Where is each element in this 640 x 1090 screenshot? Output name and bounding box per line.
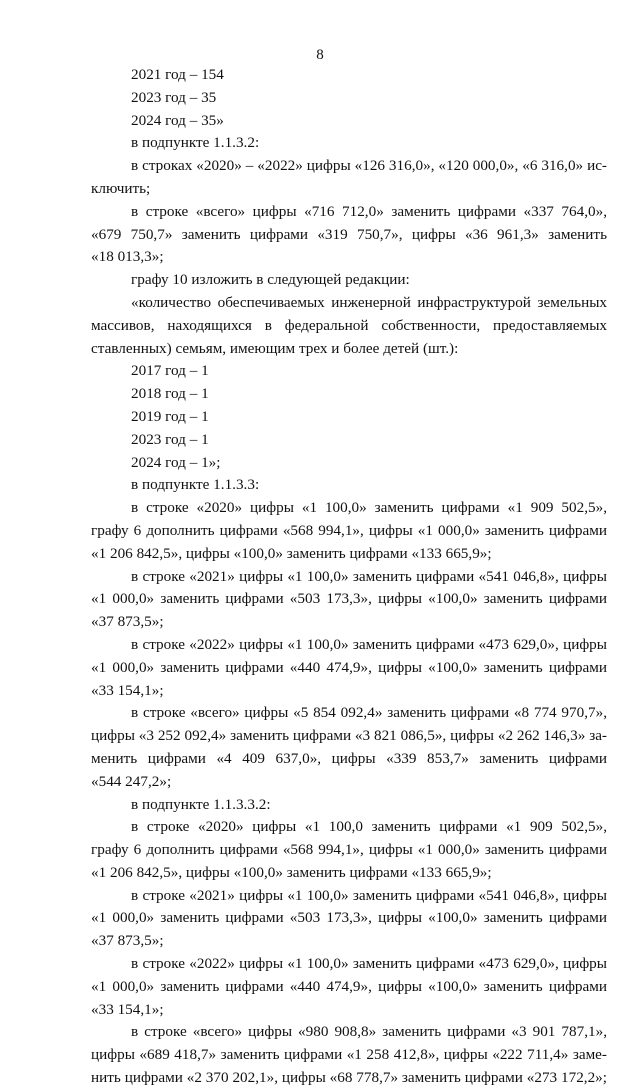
text-line: в строке «2020» цифры «1 100,0 заменить цифрами «1 909 502,5», — [131, 818, 607, 836]
text-line: в строке «всего» цифры «716 712,0» заменить цифрами «337 764,0», — [131, 202, 607, 220]
text-line: цифры «3 252 092,4» заменить цифрами «3 821 086,5», цифры «2 262 146,3» за- — [91, 727, 607, 745]
text-line: 2021 год – 154 — [131, 66, 224, 83]
text-line: в строке «2022» цифры «1 100,0» заменить цифрами «473 629,0», цифры — [131, 955, 607, 973]
text-line: в строке «всего» цифры «5 854 092,4» заменить цифрами «8 774 970,7», — [131, 704, 607, 722]
text-line: «1 206 842,5», цифры «100,0» заменить цифрами «133 665,9»; — [91, 544, 492, 562]
text-line: «33 154,1»; — [91, 1000, 164, 1018]
text-line: в строке «2021» цифры «1 100,0» заменить цифрами «541 046,8», цифры — [131, 567, 607, 585]
text-line: в строках «2020» – «2022» цифры «126 316,0», «120 000,0», «6 316,0» ис- — [131, 157, 607, 175]
text-line: «544 247,2»; — [91, 772, 172, 790]
text-line: графу 10 изложить в следующей редакции: — [131, 271, 410, 289]
page-number: 8 — [316, 47, 324, 63]
text-line: «1 000,0» заменить цифрами «503 173,3», цифры «100,0» заменить цифрами — [91, 590, 607, 608]
text-line: графу 6 дополнить цифрами «568 994,1», цифры «1 000,0» заменить цифрами — [91, 841, 607, 859]
text-line: 2017 год – 1 — [131, 362, 209, 380]
text-line: в строке «2021» цифры «1 100,0» заменить цифрами «541 046,8», цифры — [131, 886, 607, 904]
text-line: 2024 год – 1»; — [131, 453, 221, 471]
text-line: 2023 год – 1 — [131, 430, 209, 448]
text-line: «1 000,0» заменить цифрами «503 173,3», цифры «100,0» заменить цифрами — [91, 909, 607, 927]
text-line: в строке «2022» цифры «1 100,0» заменить цифрами «473 629,0», цифры — [131, 635, 607, 653]
text-line: ключить; — [91, 179, 151, 197]
text-line: в подпункте 1.1.3.2: — [131, 134, 260, 152]
text-line: «679 750,7» заменить цифрами «319 750,7», цифры «36 961,3» заменить — [91, 225, 607, 243]
text-line: нить цифрами «2 370 202,1», цифры «68 778,7» заменить цифрами «273 172,2»; — [91, 1069, 607, 1087]
text-line: 2024 год – 35» — [131, 111, 224, 129]
text-line: «количество обеспечиваемых инженерной инфраструктурой земельных — [131, 293, 607, 311]
text-line: в подпункте 1.1.3.3: — [131, 476, 260, 494]
text-line: менить цифрами «4 409 637,0», цифры «339 853,7» заменить цифрами — [91, 749, 607, 767]
text-line: «1 000,0» заменить цифрами «440 474,9», цифры «100,0» заменить цифрами — [91, 977, 607, 995]
text-line: 2023 год – 35 — [131, 88, 217, 106]
text-line: «1 206 842,5», цифры «100,0» заменить цифрами «133 665,9»; — [91, 863, 492, 881]
text-line: «18 013,3»; — [91, 248, 164, 266]
text-line: в подпункте 1.1.3.3.2: — [131, 795, 271, 813]
text-line: 2018 год – 1 — [131, 385, 209, 403]
text-line: массивов, находящихся в федеральной собственности, предоставляемых — [91, 316, 607, 334]
text-line: «33 154,1»; — [91, 681, 164, 699]
text-line: в строке «2020» цифры «1 100,0» заменить цифрами «1 909 502,5», — [131, 499, 607, 517]
text-line: цифры «689 418,7» заменить цифрами «1 258 412,8», цифры «222 711,4» заме- — [91, 1046, 607, 1064]
text-line: 2019 год – 1 — [131, 407, 209, 425]
text-line: графу 6 дополнить цифрами «568 994,1», цифры «1 000,0» заменить цифрами — [91, 521, 607, 539]
text-line: ставленных) семьям, имеющим трех и более детей (шт.): — [91, 339, 459, 357]
document-body — [91, 64, 607, 1090]
text-line: «37 873,5»; — [91, 932, 164, 950]
text-line: в строке «всего» цифры «980 908,8» заменить цифрами «3 901 787,1», — [131, 1023, 607, 1041]
text-line: «37 873,5»; — [91, 613, 164, 631]
text-line: «1 000,0» заменить цифрами «440 474,9», цифры «100,0» заменить цифрами — [91, 658, 607, 676]
